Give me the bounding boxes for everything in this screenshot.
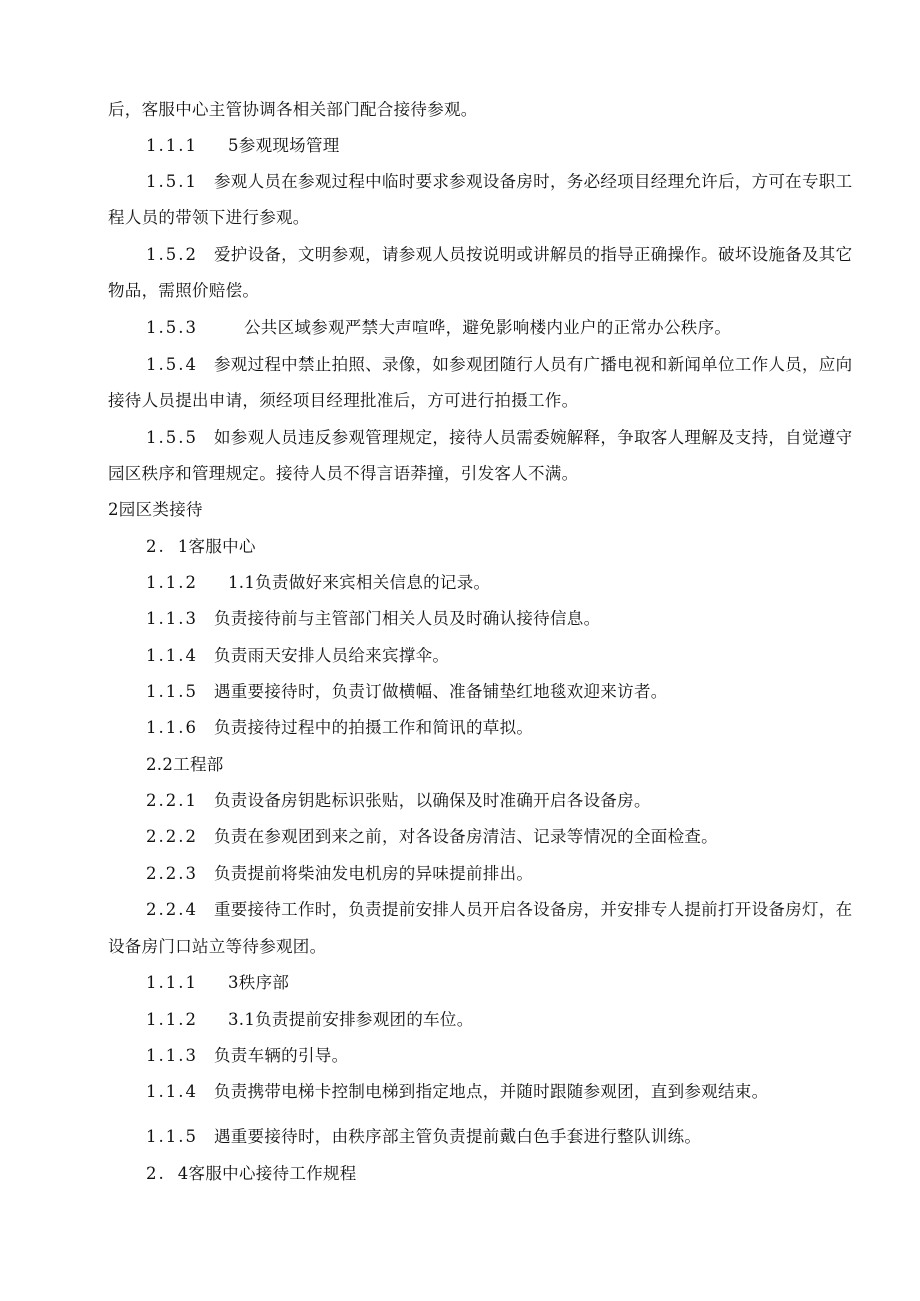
line-text: 负责车辆的引导。 bbox=[213, 1046, 349, 1065]
section-number: 1.1.5 bbox=[146, 682, 198, 701]
paragraph-line bbox=[146, 827, 718, 847]
line-text: 参观人员在参观过程中临时要求参观设备房时，务必经项目经理允许后，方可在专职工 bbox=[213, 172, 853, 191]
section-number: 2. bbox=[146, 537, 166, 556]
paragraph-line bbox=[146, 172, 852, 192]
section-number: 2. bbox=[146, 1164, 166, 1183]
section-number: 1.1.3 bbox=[146, 1046, 198, 1065]
line-text: 如参观人员违反参观管理规定，接待人员需委婉解释，争取客人理解及支持，自觉遵守 bbox=[213, 428, 853, 447]
chapter-heading bbox=[108, 500, 203, 520]
section-number: 1.1.1 bbox=[146, 136, 198, 155]
line-text: 园区秩序和管理规定。接待人员不得言语莽撞，引发客人不满。 bbox=[108, 464, 579, 483]
line-text: 程人员的带领下进行参观。 bbox=[108, 208, 310, 227]
section-heading bbox=[146, 136, 340, 156]
line-text: 设备房门口站立等待参观团。 bbox=[108, 937, 327, 956]
line-text: 4客服中心接待工作规程 bbox=[177, 1164, 357, 1183]
section-number: 1.1.6 bbox=[146, 718, 198, 737]
section-number: 1.5.5 bbox=[146, 428, 198, 447]
line-text: 负责雨天安排人员给来宾撑伞。 bbox=[213, 646, 450, 665]
line-text: 3秩序部 bbox=[227, 973, 290, 992]
line-text: 负责设备房钥匙标识张贴，以确保及时准确开启各设备房。 bbox=[213, 791, 651, 810]
section-number: 2.2.2 bbox=[146, 827, 198, 846]
paragraph-line bbox=[108, 100, 478, 120]
paragraph-line bbox=[146, 318, 731, 338]
section-heading bbox=[146, 537, 256, 557]
line-text: 5参观现场管理 bbox=[227, 136, 340, 155]
line-text: 接待人员提出申请，须经项目经理批准后，方可进行拍摄工作。 bbox=[108, 391, 579, 410]
section-number: 2.2.3 bbox=[146, 864, 198, 883]
paragraph-line bbox=[146, 646, 449, 666]
paragraph-line bbox=[146, 791, 651, 811]
line-text: 参观过程中禁止拍照、录像，如参观团随行人员有广播电视和新闻单位工作人员，应向 bbox=[213, 355, 853, 374]
section-number: 1.1.4 bbox=[146, 1082, 198, 1101]
paragraph-line bbox=[146, 245, 852, 265]
section-number: 1.1.2 bbox=[146, 1010, 198, 1029]
paragraph-line bbox=[146, 428, 852, 448]
line-text: 负责携带电梯卡控制电梯到指定地点，并随时跟随参观团，直到参观结束。 bbox=[213, 1082, 769, 1101]
paragraph-line bbox=[108, 391, 578, 411]
paragraph-line bbox=[146, 900, 852, 920]
line-text: 负责接待过程中的拍摄工作和简讯的草拟。 bbox=[213, 718, 534, 737]
section-number: 1.1.3 bbox=[146, 609, 198, 628]
paragraph-line bbox=[146, 682, 668, 702]
line-text: 负责接待前与主管部门相关人员及时确认接待信息。 bbox=[213, 609, 601, 628]
line-text: 爱护设备，文明参观，请参观人员按说明或讲解员的指导正确操作。破坏设施备及其它 bbox=[213, 245, 853, 264]
section-number: 1.1.1 bbox=[146, 973, 198, 992]
line-text: 遇重要接待时，由秩序部主管负责提前戴白色手套进行整队训练。 bbox=[213, 1127, 702, 1146]
paragraph-line bbox=[108, 464, 578, 484]
paragraph-line bbox=[146, 718, 533, 738]
paragraph-line bbox=[146, 355, 852, 375]
line-text: 遇重要接待时，负责订做横幅、准备铺垫红地毯欢迎来访者。 bbox=[213, 682, 668, 701]
section-number: 1.1.5 bbox=[146, 1127, 198, 1146]
section-number: 2.2.4 bbox=[146, 900, 198, 919]
section-number: 1.1.2 bbox=[146, 573, 198, 592]
line-text: 物品，需照价赔偿。 bbox=[108, 281, 260, 300]
paragraph-line bbox=[146, 864, 533, 884]
line-text: 负责提前将柴油发电机房的异味提前排出。 bbox=[213, 864, 534, 883]
line-text: 1.1负责做好来宾相关信息的记录。 bbox=[227, 573, 491, 592]
line-text: 公共区域参观严禁大声喧哗，避免影响楼内业户的正常办公秩序。 bbox=[243, 318, 732, 337]
paragraph-line bbox=[146, 1127, 701, 1147]
section-heading bbox=[146, 755, 224, 775]
line-text: 1客服中心 bbox=[177, 537, 256, 556]
paragraph-line bbox=[108, 937, 326, 957]
section-number: 1.1.4 bbox=[146, 646, 198, 665]
section-heading bbox=[146, 1164, 357, 1184]
paragraph-line bbox=[108, 281, 259, 301]
paragraph-line bbox=[146, 573, 490, 593]
line-text: 重要接待工作时，负责提前安排人员开启各设备房，并安排专人提前打开设备房灯，在 bbox=[213, 900, 853, 919]
section-number: 1.5.4 bbox=[146, 355, 198, 374]
paragraph-line bbox=[146, 1010, 474, 1030]
section-heading bbox=[146, 973, 289, 993]
section-number: 1.5.3 bbox=[146, 318, 198, 337]
line-text: 负责在参观团到来之前，对各设备房清洁、记录等情况的全面检查。 bbox=[213, 827, 718, 846]
paragraph-line bbox=[146, 1082, 768, 1102]
paragraph-line bbox=[146, 1046, 348, 1066]
section-number: 1.5.2 bbox=[146, 245, 198, 264]
line-text: 3.1负责提前安排参观团的车位。 bbox=[227, 1010, 474, 1029]
line-text: 2.2工程部 bbox=[146, 755, 224, 774]
paragraph-line bbox=[146, 609, 600, 629]
paragraph-line bbox=[108, 208, 310, 228]
line-text: 后，客服中心主管协调各相关部门配合接待参观。 bbox=[108, 100, 478, 119]
section-number: 2.2.1 bbox=[146, 791, 198, 810]
line-text: 2园区类接待 bbox=[108, 500, 203, 519]
section-number: 1.5.1 bbox=[146, 172, 198, 191]
